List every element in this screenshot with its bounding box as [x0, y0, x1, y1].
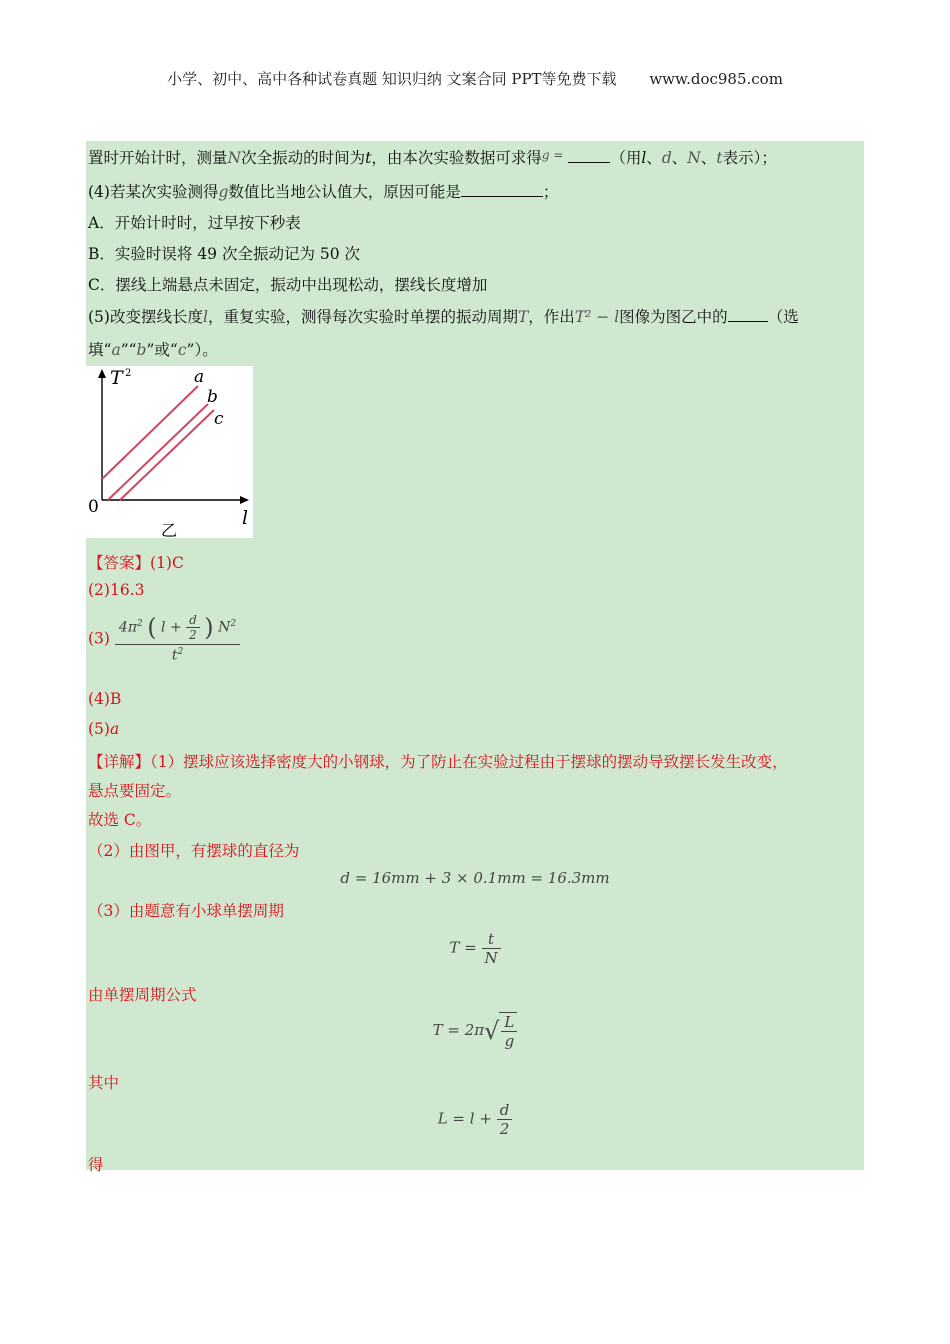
origin-label: 0 [88, 497, 99, 517]
line-a-label: a [194, 367, 205, 387]
equation-diameter: d = 16mm + 3 × 0.1mm = 16.3mm [340, 869, 610, 887]
y-axis-label: T [110, 367, 123, 389]
line-c-label: c [214, 409, 224, 429]
question-5: (5)改变摆线长度l，重复实验，测得每次实验时单摆的振动周期T，作出T² − l图像为图乙中的 （选 [88, 308, 799, 326]
answer-line-1: 【答案】(1)C [88, 554, 184, 572]
question-5-cont: 填“a”“b”或“c”）。 [88, 341, 218, 359]
line-b [108, 404, 208, 500]
x-axis-label: l [242, 507, 249, 529]
detail-tag: 【详解】 [88, 753, 151, 771]
y-axis-arrow-icon [98, 369, 106, 378]
question-4: (4)若某次实验测得g数值比当地公认值大，原因可能是 ； [88, 183, 559, 201]
detail-line-3: 故选 C。 [88, 811, 152, 829]
answer-3: (3) $4\pi^2$ ( l + $\frac{d}{2}$ ) $N^2$ $t^2$ [88, 613, 240, 664]
answer-blank-5[interactable] [728, 307, 768, 322]
line-c [120, 410, 214, 500]
header-text: 小学、初中、高中各种试卷真题 知识归纳 文案合同 PPT等免费下载 [167, 70, 617, 88]
line-b-label: b [207, 387, 218, 407]
graph-svg [86, 366, 253, 538]
detail-line-7: 其中 [88, 1074, 120, 1092]
detail-line-2: 悬点要固定。 [88, 782, 182, 800]
equation-pendulum: T = 2π√ $\frac{L}{g}$ [86, 1012, 864, 1050]
answer-blank-4[interactable] [461, 182, 543, 197]
answer-blank-g[interactable] [568, 148, 610, 163]
answer-4: (4)B [88, 690, 122, 708]
graph-caption: 乙 [161, 521, 178, 538]
answer-3-formula: $4\pi^2$ ( l + $\frac{d}{2}$ ) $N^2$ $t^2$ [115, 613, 240, 664]
detail-line-1: 【详解】（1）摆球应该选择密度大的小钢球，为了防止在实验过程由于摆球的摆动导致摆长发生改变， [88, 753, 788, 771]
option-c: C．摆线上端悬点未固定，振动中出现松动，摆线长度增加 [88, 276, 488, 294]
page-header [0, 68, 950, 89]
detail-line-6: 由单摆周期公式 [88, 986, 197, 1004]
question-line-1: 置时开始计时，测量N次全振动的时间为t，由本次实验数据可求得$^{g =}$ （用l、d、N、t表示）； [88, 148, 777, 167]
detail-line-5: （3）由题意有小球单摆周期 [88, 902, 284, 920]
header-url[interactable]: www.doc985.com [649, 70, 783, 88]
equation-period: T = $\frac{t}{N}$ [86, 930, 864, 967]
option-b: B．实验时误将 49 次全振动记为 50 次 [88, 245, 361, 263]
x-axis-arrow-icon [240, 496, 249, 504]
equation-length: L = l + $\frac{d}{2}$ [86, 1101, 864, 1138]
answer-tag: 【答案】 [88, 554, 151, 572]
y-axis-sup: 2 [125, 368, 132, 379]
option-a: A．开始计时时，过早按下秒表 [88, 214, 301, 232]
graph-figure [86, 366, 253, 538]
answer-5: (5)a [88, 720, 120, 738]
detail-line-4: （2）由图甲，有摆球的直径为 [88, 842, 300, 860]
detail-line-8: 得 [88, 1156, 104, 1174]
answer-2: (2)16.3 [88, 581, 145, 599]
line-a [102, 386, 198, 479]
